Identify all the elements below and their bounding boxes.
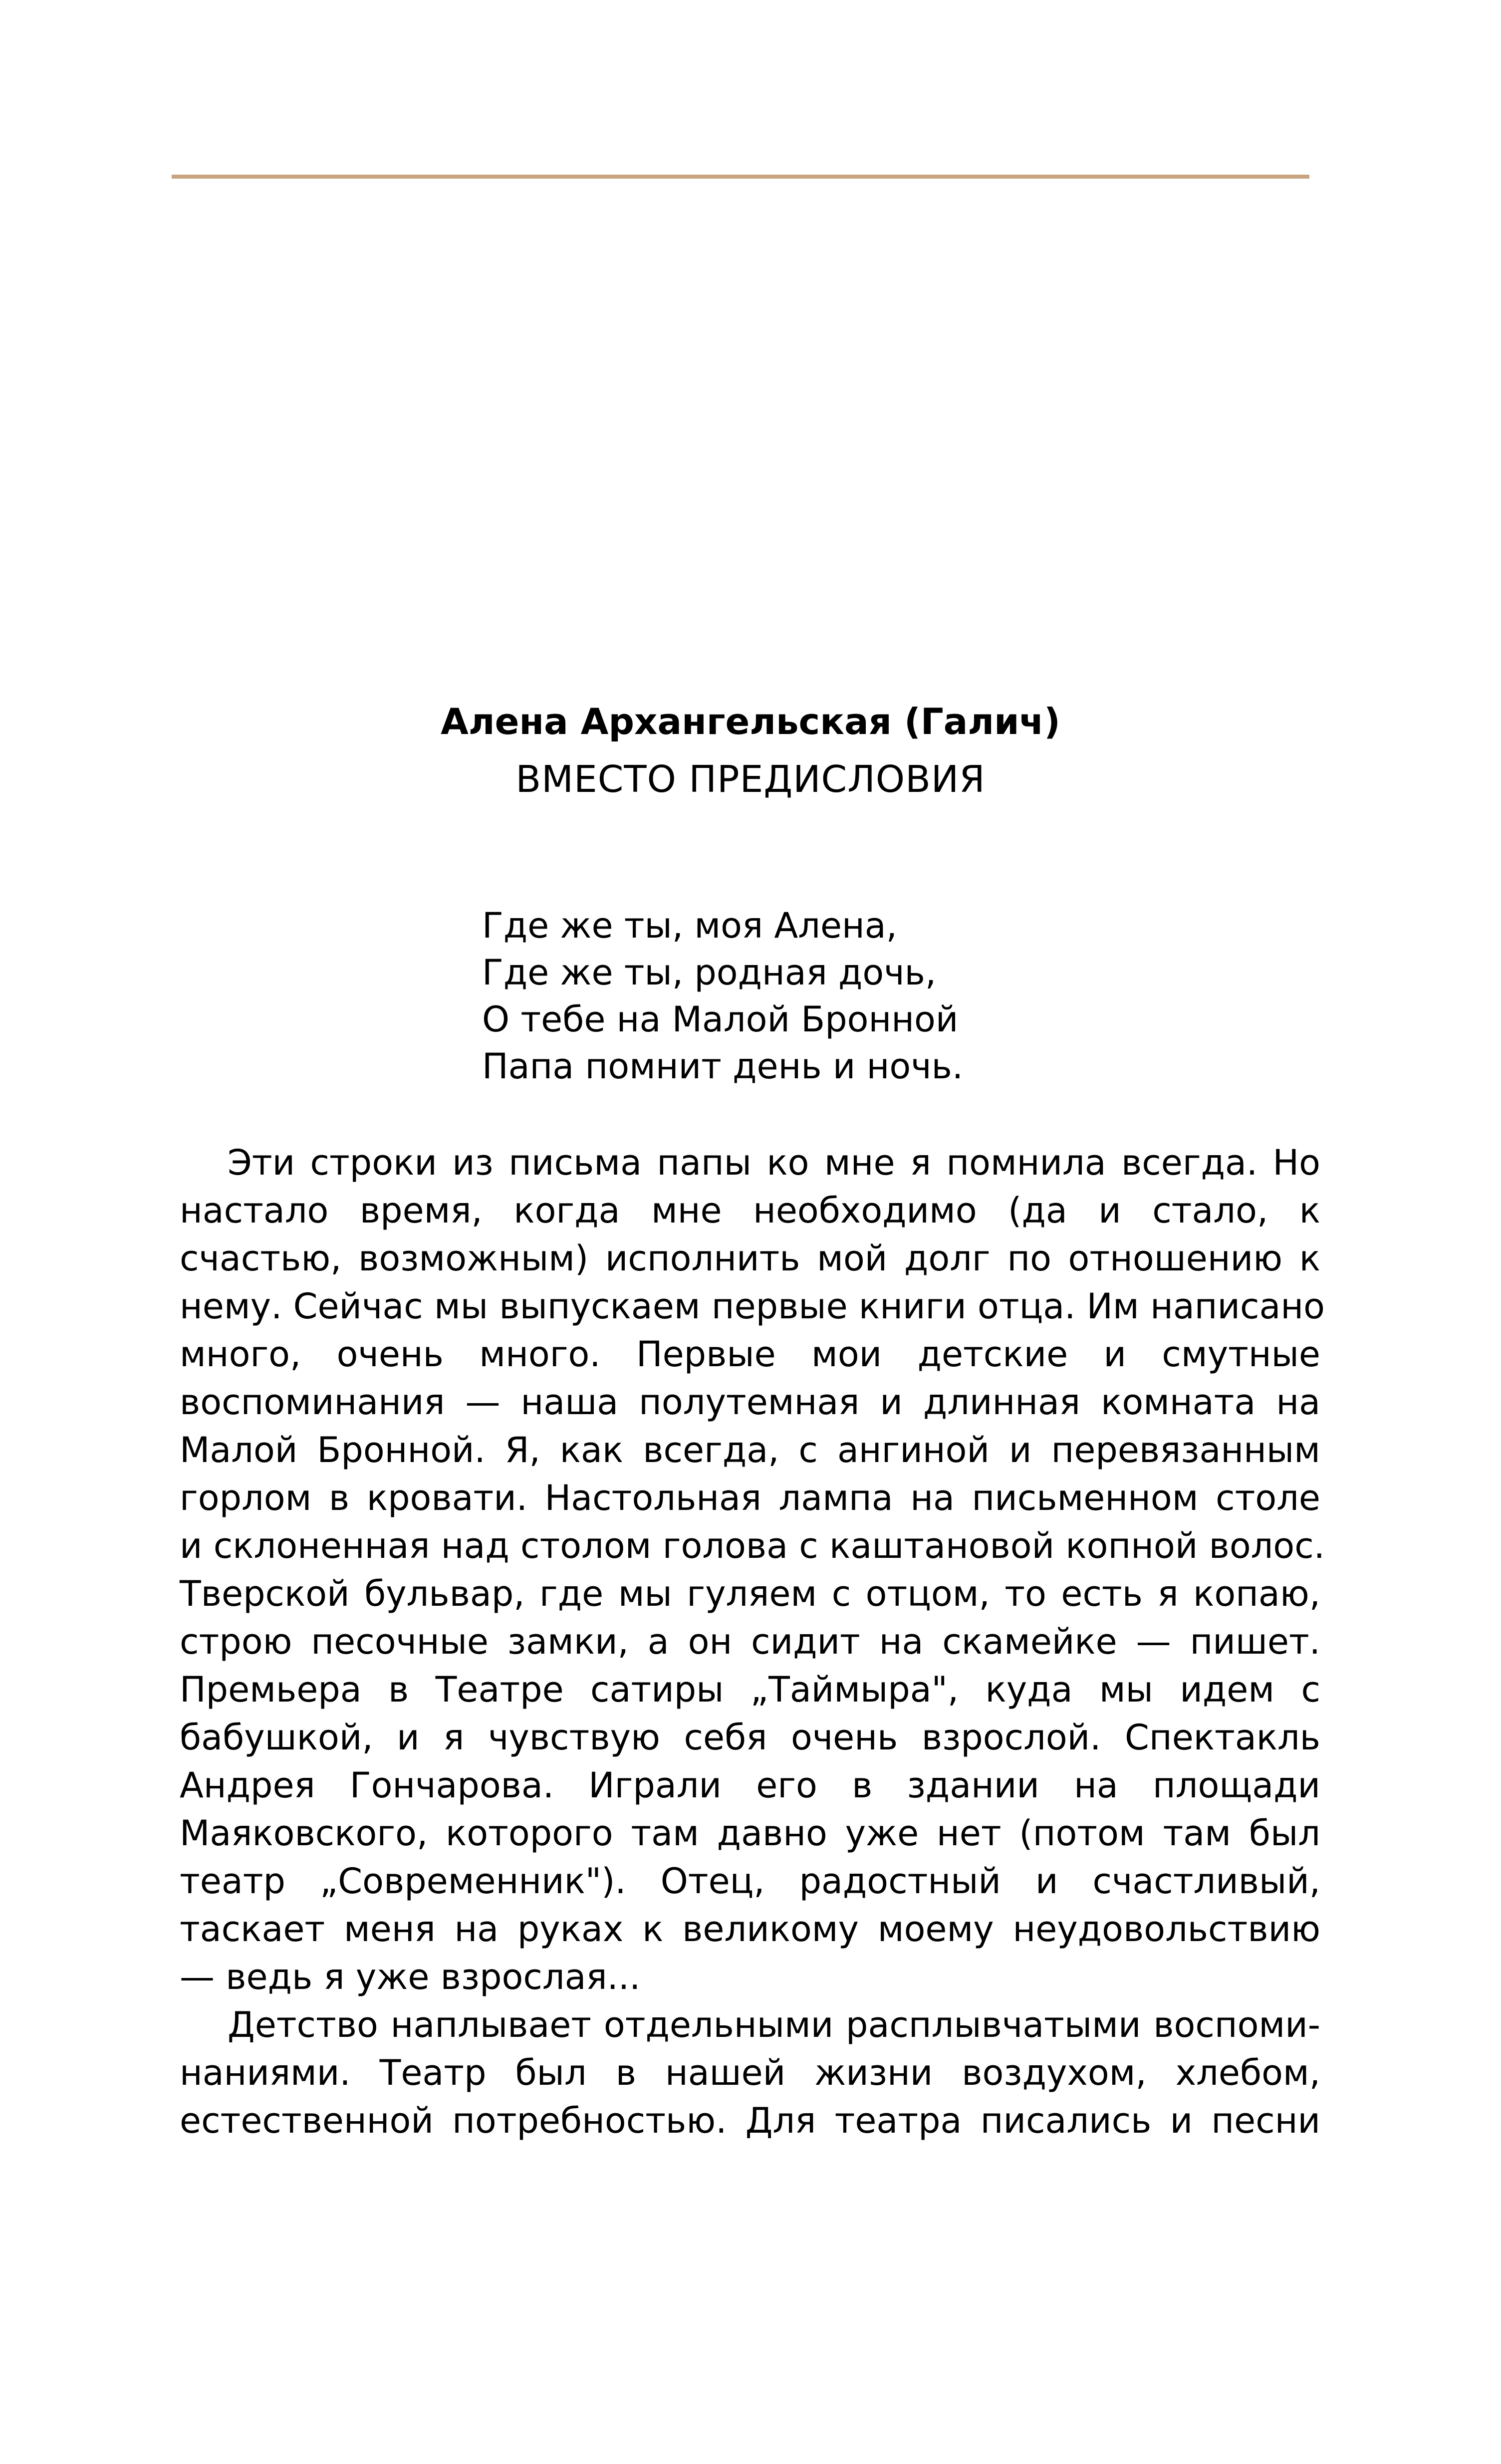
text-line: Эти строки из письма папы ко мне я помнила всегда. Но (228, 1142, 1320, 1183)
poem-line: О тебе на Малой Бронной (482, 999, 959, 1040)
chapter-title: ВМЕСТО ПРЕДИСЛОВИЯ (515, 758, 986, 801)
text-line: нему. Сейчас мы выпускаем первые книги отца. Им написано (180, 1286, 1325, 1327)
body-text (180, 1139, 1325, 2145)
text-line: театр „Современник"). Отец, радостный и счастливый, (180, 1861, 1320, 1902)
text-line: настало время, когда мне необходимо (да и стало, к (180, 1190, 1320, 1231)
poem-line: Где же ты, моя Алена, (482, 905, 897, 946)
text-line: Маяковского, которого там давно уже нет (потом там был (180, 1813, 1320, 1854)
text-line: и склоненная над столом голова с каштановой копной волос. (180, 1525, 1325, 1566)
text-line: таскает меня на руках к великому моему неудовольствию (180, 1909, 1320, 1950)
text-line: Детство наплывает отдельными расплывчатыми воспоми- (228, 2004, 1320, 2045)
text-line: — ведь я уже взрослая... (180, 1957, 641, 1997)
text-line: Андрея Гончарова. Играли его в здании на площади (180, 1765, 1320, 1806)
text-line: строю песочные замки, а он сидит на скамейке — пишет. (180, 1621, 1320, 1662)
text-line: воспоминания — наша полутемная и длинная комната на (180, 1382, 1320, 1423)
text-line: естественной потребностью. Для театра писались и песни (180, 2100, 1320, 2141)
text-line: счастью, возможным) исполнить мой долг по отношению к (180, 1238, 1320, 1279)
text-line: Малой Бронной. Я, как всегда, с ангиной и перевязанным (180, 1430, 1320, 1471)
text-line: Премьера в Театре сатиры „Таймыра", куда мы идем с (180, 1669, 1320, 1710)
text-line: бабушкой, и я чувствую себя очень взрослой. Спектакль (180, 1717, 1320, 1758)
text-line: наниями. Театр был в нашей жизни воздухом, хлебом, (180, 2052, 1320, 2093)
text-line: Тверской бульвар, где мы гуляем с отцом, то есть я копаю, (180, 1573, 1320, 1614)
poem-line: Где же ты, родная дочь, (482, 952, 937, 993)
author-heading: Алена Архангельская (Галич) (441, 701, 1060, 742)
poem-line: Папа помнит день и ночь. (482, 1046, 964, 1087)
text-line: много, очень много. Первые мои детские и смутные (180, 1334, 1320, 1375)
top-rule-divider (172, 175, 1309, 179)
epigraph-poem (482, 902, 963, 1090)
text-line: горлом в кровати. Настольная лампа на письменном столе (180, 1478, 1320, 1518)
